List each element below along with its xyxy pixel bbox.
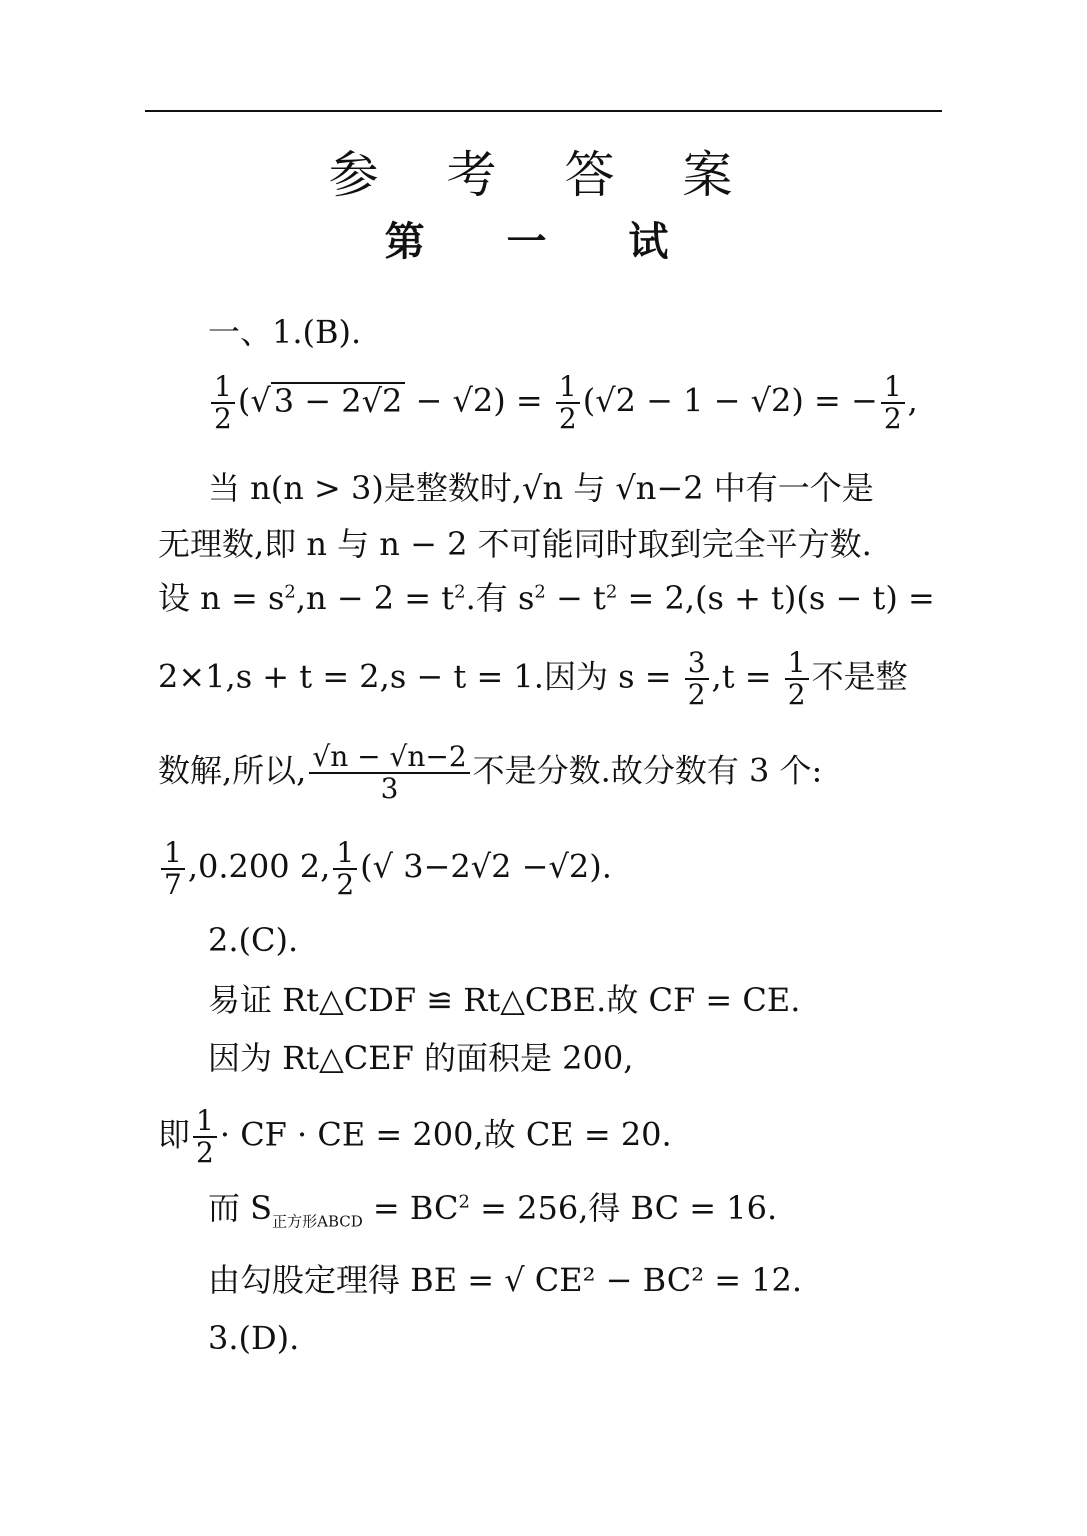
q2-line1: 易证 Rt△CDF ≌ Rt△CBE.故 CF = CE.: [208, 981, 801, 1019]
q1-para-line3: 设 $n = s^2,n - 2 = t^2$.有 $s^2 - t^2 = 2,(s + t)(s - t)$ =: [158, 579, 935, 617]
radical: 3 − 2√2: [271, 382, 406, 418]
fraction-t: $\frac{1}{2}$: [785, 648, 809, 710]
q1-para-line2: 无理数,即 n 与 n − 2 不可能同时取到完全平方数.: [158, 525, 872, 563]
fraction-half: $\frac{1}{2}$: [193, 1106, 217, 1168]
q2-line4: 而 $S_{正方形ABCD} = BC^2 = 256$,得 BC = 16.: [208, 1189, 778, 1231]
q3-label: 3.(D).: [208, 1319, 300, 1357]
q1-para-line5: 数解,所以, $\frac{√n - √n-2}{3}$ 不是分数.故分数有 3 个:: [158, 740, 823, 805]
section-title: 第 一 试: [384, 218, 703, 265]
fraction-half: $\frac{1}{2}$: [333, 838, 357, 900]
q1-para-line6: $\frac{1}{7}$ ,0.200 2, $\frac{1}{2}$ (√ 3−2√2 −√2).: [158, 838, 612, 900]
fraction-half: $\frac{1}{2}$: [211, 372, 235, 434]
q2-line2: 因为 Rt△CEF 的面积是 200,: [208, 1039, 634, 1077]
q1-label: 一、1.(B).: [208, 313, 362, 351]
q1-para-line1: 当 n(n > 3)是整数时,√n 与 √n−2 中有一个是: [208, 469, 874, 507]
q1-equation: $\frac{1}{2}$ (√3 − 2√2 − √2) = $\frac{1}{2}$ (√2 − 1 − √2) = − $\frac{1}{2}$ ,: [208, 372, 918, 434]
q1-para-line4: 2×1,s + t = 2,s − t = 1.因为 s = $\frac{3}{2}$ ,t = $\frac{1}{2}$ 不是整: [158, 646, 908, 711]
fraction-seventh: $\frac{1}{7}$: [161, 838, 185, 900]
q2-line5: 由勾股定理得 BE = √ CE² − BC² = 12.: [208, 1261, 803, 1299]
fraction-sqrt-diff: $\frac{√n - √n-2}{3}$: [309, 742, 469, 804]
page-title: 参 考 答 案: [328, 146, 759, 204]
fraction-s: $\frac{3}{2}$: [685, 648, 709, 710]
top-rule: [145, 110, 942, 112]
q2-line3: 即 $\frac{1}{2}$ · CF · CE = 200,故 CE = 20.: [158, 1104, 672, 1169]
q2-label: 2.(C).: [208, 921, 299, 959]
fraction-half: $\frac{1}{2}$: [556, 372, 580, 434]
fraction-half: $\frac{1}{2}$: [881, 372, 905, 434]
